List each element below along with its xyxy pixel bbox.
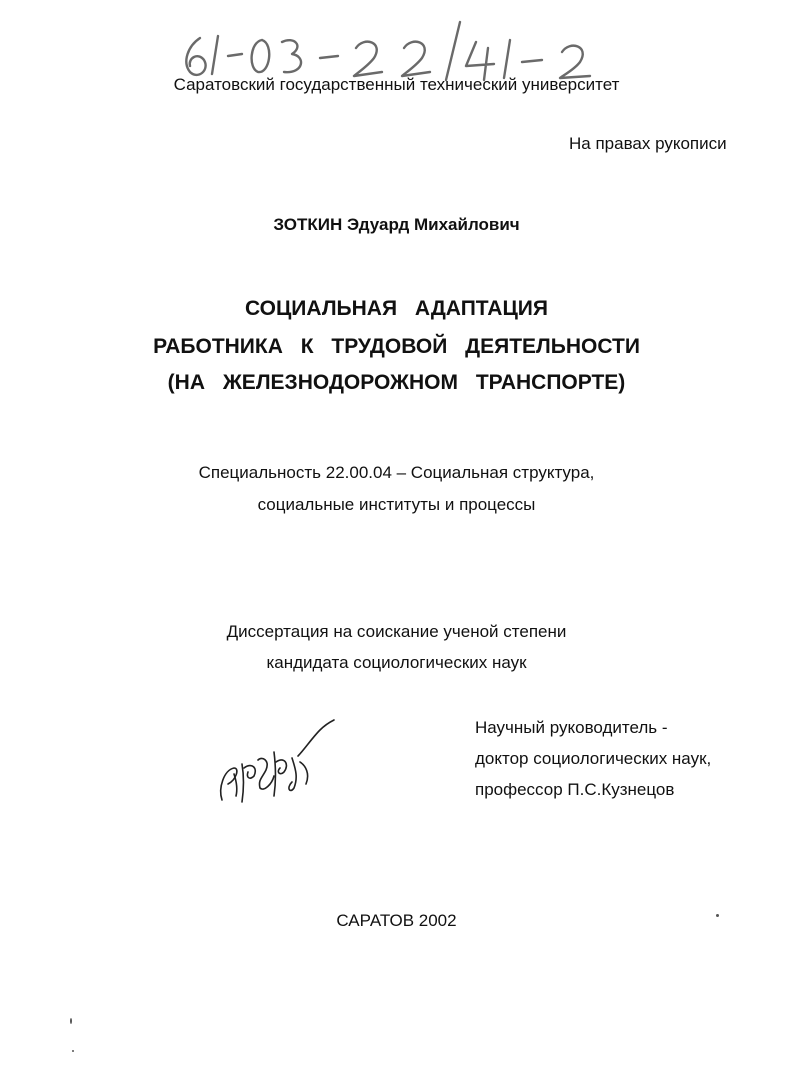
author-name: ЗОТКИН Эдуард Михайлович xyxy=(273,215,520,234)
specialty-line-2: социальные институты и процессы xyxy=(257,495,536,514)
title-line-2: РАБОТНИКА К ТРУДОВОЙ ДЕЯТЕЛЬНОСТИ xyxy=(153,335,640,358)
title-line-3: (НА ЖЕЛЕЗНОДОРОЖНОМ ТРАНСПОРТЕ) xyxy=(167,371,626,394)
handwritten-signature xyxy=(214,718,338,810)
manuscript-rights-note: На правах рукописи xyxy=(569,134,727,153)
city-year: САРАТОВ 2002 xyxy=(336,911,457,930)
scan-speck xyxy=(70,1018,72,1024)
dissertation-line-2: кандидата социологических наук xyxy=(266,653,527,672)
supervisor-line-3: профессор П.С.Кузнецов xyxy=(475,780,675,799)
supervisor-line-1: Научный руководитель - xyxy=(475,718,668,737)
university-name: Саратовский государственный технический университет xyxy=(173,75,620,94)
dissertation-line-1: Диссертация на соискание ученой степени xyxy=(226,622,567,641)
scan-speck xyxy=(716,914,719,917)
scan-speck xyxy=(72,1050,74,1052)
specialty-line-1: Специальность 22.00.04 – Социальная структура, xyxy=(198,463,595,482)
title-line-1: СОЦИАЛЬНАЯ АДАПТАЦИЯ xyxy=(244,297,548,320)
supervisor-line-2: доктор социологических наук, xyxy=(475,749,712,768)
